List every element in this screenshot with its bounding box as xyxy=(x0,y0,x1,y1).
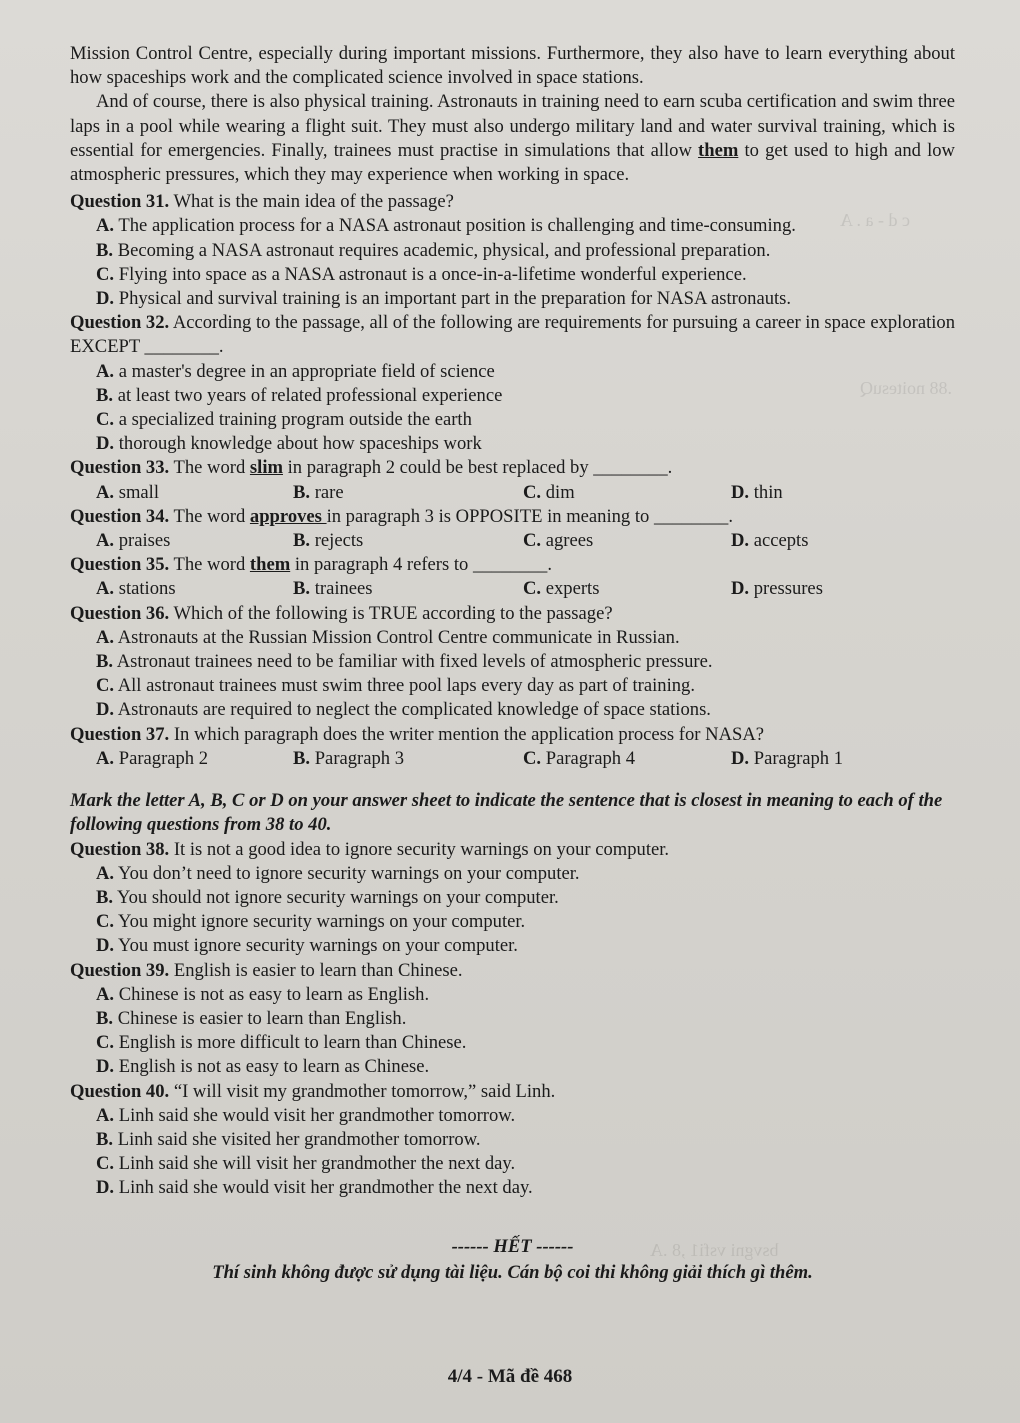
option-a[interactable]: A. The application process for a NASA astronaut position is challenging and time-consuming. xyxy=(96,215,796,237)
option-d[interactable]: D. accepts xyxy=(731,530,809,552)
question-number: Question 38. xyxy=(70,838,170,860)
question-32 xyxy=(70,311,955,456)
question-number: Question 39. xyxy=(70,959,170,981)
underlined-word: slim xyxy=(249,457,283,479)
option-d[interactable]: D. Paragraph 1 xyxy=(731,747,844,769)
option-a[interactable]: A. stations xyxy=(96,578,176,600)
option-d[interactable]: D. You must ignore security warnings on your computer. xyxy=(96,935,518,957)
underlined-word: approves xyxy=(249,505,327,527)
options-row xyxy=(70,577,955,601)
bleed-through-decoration: c d - a . A xyxy=(840,210,910,230)
option-a[interactable]: A. Paragraph 2 xyxy=(96,747,209,769)
options-row xyxy=(70,747,955,771)
question-number: Question 40. xyxy=(70,1080,170,1102)
option-b[interactable]: B. rejects xyxy=(293,530,364,552)
question-33: Question 33. The word slim in paragraph 2 could be best replaced by ________. A. small B. rare C. dim D. thin xyxy=(70,456,955,504)
option-a[interactable]: A. Chinese is not as easy to learn as English. xyxy=(96,983,430,1005)
option-c[interactable]: C. English is more difficult to learn than Chinese. xyxy=(96,1032,467,1054)
option-a[interactable]: A. Astronauts at the Russian Mission Control Centre communicate in Russian. xyxy=(96,626,680,648)
option-b[interactable]: B. Chinese is easier to learn than English. xyxy=(96,1007,407,1029)
passage-paragraph-tail: Mission Control Centre, especially during important missions. Furthermore, they also have to learn everything about how spaceships work and the complicated science involved in space stations. xyxy=(70,43,955,89)
option-b[interactable]: B. rare xyxy=(293,481,344,503)
question-number: Question 36. xyxy=(70,602,170,624)
question-37 xyxy=(70,723,955,771)
option-c[interactable]: C. dim xyxy=(523,481,575,503)
option-c[interactable]: C. Linh said she will visit her grandmother the next day. xyxy=(96,1153,516,1175)
option-b[interactable]: B. trainees xyxy=(293,578,373,600)
question-34: Question 34. The word approves in paragraph 3 is OPPOSITE in meaning to ________. A. praises B. rejects C. agrees D. accepts xyxy=(70,505,955,553)
question-stem: In which paragraph does the writer mention the application process for NASA? xyxy=(173,723,765,745)
question-number: Question 35. xyxy=(70,554,170,576)
question-number: Question 31. xyxy=(70,191,170,213)
option-a[interactable]: A. Linh said she would visit her grandmother tomorrow. xyxy=(96,1104,516,1126)
question-40 xyxy=(70,1080,955,1201)
question-stem: English is easier to learn than Chinese. xyxy=(173,959,463,981)
option-d[interactable]: D. Astronauts are required to neglect the complicated knowledge of space stations. xyxy=(96,699,711,721)
option-a[interactable]: A. You don’t need to ignore security warnings on your computer. xyxy=(96,862,580,884)
passage-text: to get used to high and low atmospheric pressures, which they may experience when working in space. xyxy=(70,139,955,186)
underlined-word: them xyxy=(249,554,291,576)
option-c[interactable]: C. a specialized training program outside the earth xyxy=(96,409,472,431)
exam-end-note: Thí sinh không được sử dụng tài liệu. Cán bộ coi thi không giải thích gì thêm. xyxy=(212,1261,813,1283)
question-35: Question 35. The word them in paragraph 4 refers to ________. A. stations B. trainees C. experts D. pressures xyxy=(70,553,955,601)
question-stem: It is not a good idea to ignore security warnings on your computer. xyxy=(173,838,670,860)
passage-paragraph-4 xyxy=(70,90,955,187)
option-d[interactable]: D. thorough knowledge about how spaceships work xyxy=(96,433,482,455)
underlined-word: them xyxy=(698,139,739,161)
option-c[interactable]: C. agrees xyxy=(523,530,594,552)
option-c[interactable]: C. Paragraph 4 xyxy=(523,747,636,769)
question-31 xyxy=(70,190,955,311)
option-b[interactable]: B. Linh said she visited her grandmother tomorrow. xyxy=(96,1128,481,1150)
option-d[interactable]: D. English is not as easy to learn as Chinese. xyxy=(96,1056,430,1078)
question-stem: “I will visit my grandmother tomorrow,” said Linh. xyxy=(173,1080,556,1102)
option-c[interactable]: C. All astronaut trainees must swim three pool laps every day as part of training. xyxy=(96,675,695,697)
option-b[interactable]: B. at least two years of related professional experience xyxy=(96,384,503,406)
end-mark: ------ HẾT ------ xyxy=(451,1235,574,1257)
option-a[interactable]: A. praises xyxy=(96,530,171,552)
option-c[interactable]: C. experts xyxy=(523,578,600,600)
option-d[interactable]: D. Physical and survival training is an important part in the preparation for NASA astronauts. xyxy=(96,288,792,310)
question-stem: Which of the following is TRUE according to the passage? xyxy=(173,602,613,624)
option-b[interactable]: B. You should not ignore security warnings on your computer. xyxy=(96,886,559,908)
options-row xyxy=(70,529,955,553)
option-b[interactable]: B. Paragraph 3 xyxy=(293,747,405,769)
question-number: Question 34. xyxy=(70,505,170,527)
option-c[interactable]: C. Flying into space as a NASA astronaut is a once-in-a-lifetime wonderful experience. xyxy=(96,263,747,285)
option-c[interactable]: C. You might ignore security warnings on your computer. xyxy=(96,911,526,933)
option-d[interactable]: D. thin xyxy=(731,481,783,503)
option-a[interactable]: A. small xyxy=(96,481,160,503)
options-row xyxy=(70,481,955,505)
exam-content xyxy=(70,42,955,1285)
option-d[interactable]: D. Linh said she would visit her grandmother the next day. xyxy=(96,1177,533,1199)
question-number: Question 33. xyxy=(70,457,170,479)
question-number: Question 32. xyxy=(70,312,170,334)
option-d[interactable]: D. pressures xyxy=(731,578,823,600)
question-38 xyxy=(70,838,955,959)
section-instruction: Mark the letter A, B, C or D on your answer sheet to indicate the sentence that is closest in meaning to each of the following questions from 38 to 40. xyxy=(70,790,943,836)
question-number: Question 37. xyxy=(70,723,170,745)
question-36 xyxy=(70,602,955,723)
bleed-through-decoration: .88 noitesuQ xyxy=(860,378,952,398)
question-stem: According to the passage, all of the following are requirements for pursuing a career in space exploration EXCEPT ________. xyxy=(70,312,956,358)
passage-text: And of course, there is also physical training. Astronauts in training need to earn scuba certification and swim three laps in a pool while wearing a flight suit. They must also undergo military land and water survival training, which is essential for emergencies. Finally, trainees must practise in simulations that allow xyxy=(70,91,955,161)
option-b[interactable]: B. Astronaut trainees need to be familiar with fixed levels of atmospheric pressure. xyxy=(96,651,713,673)
bleed-through-decoration: bsvgni vsfi1 ,8 .A xyxy=(650,1240,779,1260)
question-stem: What is the main idea of the passage? xyxy=(173,191,454,213)
page-footer: 4/4 - Mã đề 468 xyxy=(447,1366,573,1387)
option-a[interactable]: A. a master's degree in an appropriate field of science xyxy=(96,360,495,382)
option-b[interactable]: B. Becoming a NASA astronaut requires academic, physical, and professional preparation. xyxy=(96,239,771,261)
question-39 xyxy=(70,959,955,1080)
